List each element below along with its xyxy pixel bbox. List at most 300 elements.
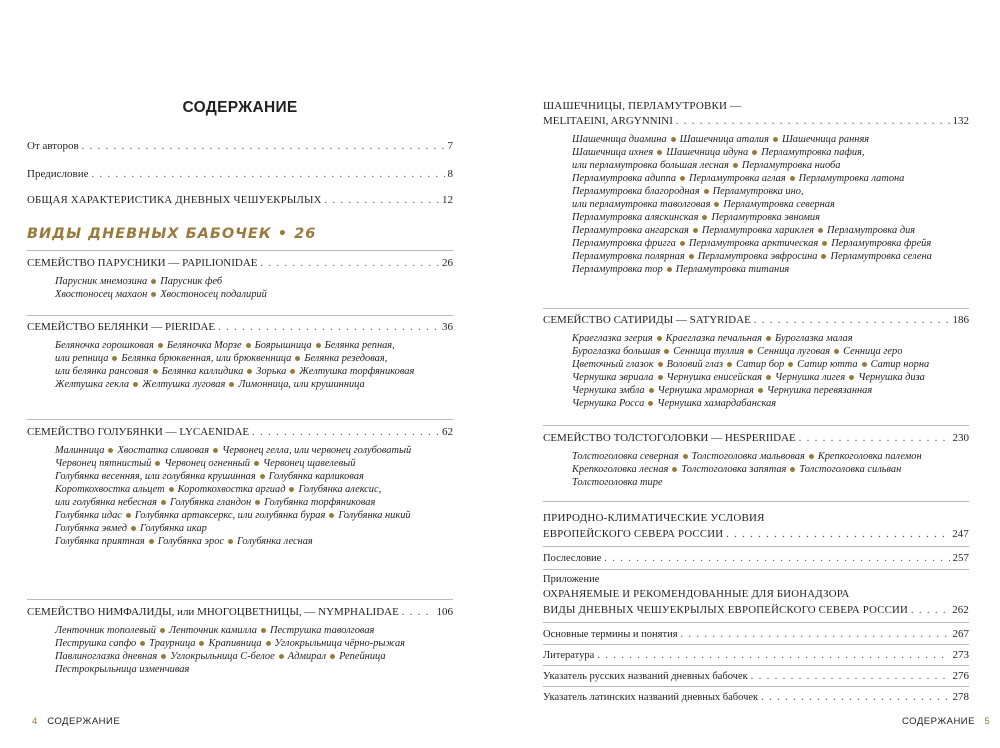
bullet-dot	[112, 356, 117, 361]
species-name[interactable]: Хвостатка сливовая	[117, 445, 210, 456]
species-name[interactable]: Чернушка хамардабанская	[657, 398, 777, 409]
page-footer	[902, 716, 990, 727]
species-line	[572, 146, 932, 159]
bullet-dot	[247, 369, 252, 374]
species-name[interactable]: Чернушка диза	[858, 372, 925, 383]
species-name[interactable]: Пеструшка сапфо	[55, 638, 137, 649]
species-name[interactable]: Голубянка икар	[140, 523, 207, 534]
species-name[interactable]: Пеструшка таволговая	[270, 625, 375, 636]
species-name[interactable]: Перламутровка титания	[675, 264, 790, 275]
bullet-dot	[702, 215, 707, 220]
toc-entry-authors[interactable]	[27, 139, 453, 154]
species-line	[55, 483, 411, 496]
bullet-dot	[649, 388, 654, 393]
species-name[interactable]: или перламутровка таволговая	[572, 199, 711, 210]
family-label: СЕМЕЙСТВО ТОЛСТОГОЛОВКИ — HESPERIIDAE	[543, 432, 796, 444]
species-name[interactable]: Краеглазка печальная	[665, 333, 762, 344]
bullet-dot	[199, 641, 204, 646]
bullet-dot	[279, 654, 284, 659]
species-name[interactable]: Перламутровка адиппа	[572, 173, 677, 184]
family-label: СЕМЕЙСТВО БЕЛЯНКИ — PIERIDAE	[27, 321, 216, 333]
bullet-dot	[664, 349, 669, 354]
species-line	[55, 378, 414, 391]
bullet-dot	[161, 654, 166, 659]
family-page: 106	[436, 606, 453, 618]
species-name[interactable]: Шашечница аталия	[679, 134, 769, 145]
species-name[interactable]: Беляночка Морзе	[166, 340, 242, 351]
family-page: 230	[952, 432, 969, 444]
climate-line1: ПРИРОДНО-КЛИМАТИЧЕСКИЕ УСЛОВИЯ	[543, 512, 765, 524]
species-name[interactable]: Желтушка торфяниковая	[299, 366, 415, 377]
toc-entry-terms[interactable]	[543, 627, 969, 642]
bullet-dot	[766, 375, 771, 380]
species-name[interactable]: Перламутровка латона	[798, 173, 905, 184]
species-name[interactable]: или перламутровка большая лесная	[572, 160, 729, 171]
bullet-dot	[788, 362, 793, 367]
species-name[interactable]: Перламутровка арктическая	[688, 238, 819, 249]
species-name[interactable]: Перламутровка аглая	[689, 173, 786, 184]
species-name[interactable]: Перламутровка благородная	[572, 186, 700, 197]
species-name[interactable]: Толстоголовка мальвовая	[691, 451, 805, 462]
section-label: ВИДЫ ДНЕВНЫХ БАБОЧЕК	[27, 226, 272, 242]
species-list	[572, 133, 932, 276]
species-name[interactable]: Перламутровка пафия,	[761, 147, 865, 158]
leader-dots	[754, 314, 950, 328]
family-pieridae[interactable]	[27, 320, 453, 335]
species-line	[55, 365, 414, 378]
leader-dots	[751, 670, 950, 684]
toc-label: От авторов	[27, 140, 79, 152]
species-name[interactable]: Перламутровка фригга	[572, 238, 676, 249]
species-name[interactable]: или белянка рансовая	[55, 366, 149, 377]
bullet-dot	[133, 382, 138, 387]
footer-label: СОДЕРЖАНИЕ	[902, 716, 975, 727]
species-name[interactable]: Траурница	[149, 638, 196, 649]
family-label: СЕМЕЙСТВО САТИРИДЫ — SATYRIDAE	[543, 314, 751, 326]
species-name[interactable]: Чернушка эвриала	[572, 372, 654, 383]
species-name[interactable]: Короткохвостка альцет	[55, 484, 165, 495]
bullet-dot	[151, 292, 156, 297]
toc-entry-general[interactable]	[27, 193, 453, 208]
bullet-dot	[766, 336, 771, 341]
species-name[interactable]: Сенница туллия	[673, 346, 745, 357]
species-list	[55, 275, 267, 301]
leader-dots	[252, 426, 439, 440]
bullet-dot	[151, 279, 156, 284]
divider	[543, 569, 969, 570]
species-name[interactable]: Цветочный глазок	[572, 359, 654, 370]
bullet-dot	[672, 467, 677, 472]
species-name[interactable]: Лимонница, или крушинница	[238, 379, 365, 390]
species-name[interactable]: Боярышница	[254, 340, 312, 351]
family-lycaenidae[interactable]	[27, 425, 453, 440]
species-name[interactable]: Голубянка весенняя, или голубянка крушинная	[55, 471, 256, 482]
divider	[543, 644, 969, 645]
bullet-dot	[822, 241, 827, 246]
species-name[interactable]: Голубянка артаксеркс, или голубянка бурая	[134, 510, 326, 521]
page-title: СОДЕРЖАНИЕ	[182, 99, 298, 116]
bullet-dot	[161, 500, 166, 505]
species-name[interactable]: Червонец щавелевый	[262, 458, 356, 469]
divider	[27, 315, 453, 316]
species-name[interactable]: Сатир бор	[736, 359, 785, 370]
species-name[interactable]: Голубянка лесная	[237, 536, 313, 547]
species-name[interactable]: Крепкоголовка палемон	[817, 451, 922, 462]
species-name[interactable]: Чернушка мраморная	[657, 385, 754, 396]
species-name[interactable]: Чернушка лигея	[774, 372, 846, 383]
species-line	[572, 211, 932, 224]
bullet-dot	[818, 228, 823, 233]
bullet-dot	[809, 454, 814, 459]
species-name[interactable]: Шашечница диамина	[572, 134, 667, 145]
species-name[interactable]: Перламутровка эвфросина	[697, 251, 818, 262]
bullet-dot	[680, 241, 685, 246]
bullet-dot	[834, 349, 839, 354]
toc-label: ВИДЫ ДНЕВНЫХ ЧЕШУЕКРЫЛЫХ ЕВРОПЕЙСКОГО СЕВЕРА РОССИИ	[543, 604, 909, 616]
bullet-dot	[658, 375, 663, 380]
bullet-dot	[213, 448, 218, 453]
species-name[interactable]: Желтушка гекла	[55, 379, 130, 390]
species-line	[572, 450, 922, 463]
species-name[interactable]: Краеглазка эгерия	[572, 333, 653, 344]
species-line	[572, 397, 929, 410]
toc-page: 7	[447, 140, 453, 152]
bullet-dot	[140, 641, 145, 646]
species-line	[55, 535, 411, 548]
species-name[interactable]: Крапивница	[208, 638, 262, 649]
bullet-dot	[657, 336, 662, 341]
species-line	[55, 288, 267, 301]
species-name[interactable]: Ленточник камилла	[168, 625, 257, 636]
species-name[interactable]: Чернушка перевязанная	[766, 385, 873, 396]
family-label: СЕМЕЙСТВО ГОЛУБЯНКИ — LYCAENIDAE	[27, 426, 250, 438]
bullet-dot	[266, 641, 271, 646]
species-name[interactable]: Белянка репная,	[324, 340, 395, 351]
toc-page: 8	[447, 168, 453, 180]
species-name[interactable]: или голубянка небесная	[55, 497, 157, 508]
family-papilionidae[interactable]	[27, 256, 453, 271]
bullet-dot	[316, 343, 321, 348]
species-line	[55, 457, 411, 470]
species-name[interactable]: Хвостоносец махаон	[55, 289, 148, 300]
toc-entry-preface[interactable]	[27, 167, 453, 182]
bullet-dot	[758, 388, 763, 393]
species-name[interactable]: Перламутровка фрейя	[831, 238, 932, 249]
species-name[interactable]: Парусник мнемозина	[55, 276, 148, 287]
toc-entry-climate[interactable]	[543, 527, 969, 542]
divider	[543, 622, 969, 623]
bullet-dot	[329, 513, 334, 518]
species-list	[572, 332, 929, 410]
bullet-dot	[131, 526, 136, 531]
species-name[interactable]: Голубянка идас	[55, 510, 122, 521]
species-line	[55, 663, 405, 676]
family-nymphalidae[interactable]	[27, 605, 453, 620]
bullet-dot	[714, 202, 719, 207]
species-name[interactable]: Буроглазка большая	[572, 346, 661, 357]
bullet-dot	[821, 254, 826, 259]
species-name[interactable]: Голубянка алексис,	[298, 484, 382, 495]
species-name[interactable]: Перламутровка северная	[723, 199, 835, 210]
species-name[interactable]: Шашечница идуна	[666, 147, 749, 158]
species-line	[572, 463, 922, 476]
species-name[interactable]: Адмирал	[287, 651, 327, 662]
bullet-dot	[153, 369, 158, 374]
toc-page: 273	[952, 649, 969, 661]
species-name[interactable]: Голубянка эвмед	[55, 523, 127, 534]
family-hesperiidae[interactable]	[543, 431, 969, 446]
bullet-dot	[773, 137, 778, 142]
bullet-dot	[683, 454, 688, 459]
species-line	[55, 624, 405, 637]
species-line	[55, 496, 411, 509]
species-name[interactable]: Голубянка никий	[338, 510, 411, 521]
toc-entry-index-ru[interactable]	[543, 669, 969, 684]
species-name[interactable]: Перламутровка ниоба	[741, 160, 841, 171]
species-name[interactable]: Парусник феб	[160, 276, 223, 287]
bullet-dot	[246, 343, 251, 348]
species-line	[572, 198, 932, 211]
species-name[interactable]: Сатир норна	[870, 359, 930, 370]
toc-entry-appendix[interactable]	[543, 603, 969, 618]
toc-entry-index-lat[interactable]	[543, 690, 969, 705]
species-name[interactable]: Хвостоносец подалирий	[160, 289, 267, 300]
species-line	[572, 250, 932, 263]
bullet-dot	[849, 375, 854, 380]
leader-dots	[260, 257, 439, 271]
species-line	[572, 332, 929, 345]
species-list	[55, 624, 405, 676]
species-name[interactable]: Толстоголовка северная	[572, 451, 679, 462]
species-line	[572, 263, 932, 276]
toc-label: ОБЩАЯ ХАРАКТЕРИСТИКА ДНЕВНЫХ ЧЕШУЕКРЫЛЫХ	[27, 194, 322, 206]
species-name[interactable]: Сатир ютта	[797, 359, 858, 370]
species-name[interactable]: Сенница луговая	[757, 346, 831, 357]
species-name[interactable]: Белянка каллидика	[161, 366, 244, 377]
species-line	[572, 237, 932, 250]
family-satyridae[interactable]	[543, 313, 969, 328]
bullet-dot	[790, 467, 795, 472]
species-name[interactable]: Толстоголовка сильван	[799, 464, 902, 475]
divider	[543, 665, 969, 666]
species-line	[55, 352, 414, 365]
leader-dots	[82, 140, 445, 154]
species-name[interactable]: Сенница геро	[843, 346, 903, 357]
species-name[interactable]: Червонец гелла, или червонец голубоватый	[222, 445, 412, 456]
toc-entry-afterword[interactable]	[543, 551, 969, 566]
species-list	[55, 444, 411, 548]
species-name[interactable]: Червонец пятнистый	[55, 458, 152, 469]
leader-dots	[597, 649, 949, 663]
species-name[interactable]: Пестрокрыльница изменчивая	[55, 664, 190, 675]
species-name[interactable]: Перламутровка эвномия	[711, 212, 820, 223]
leader-dots	[726, 528, 949, 542]
toc-page: 278	[952, 691, 969, 703]
species-name[interactable]: или репница	[55, 353, 109, 364]
divider	[543, 686, 969, 687]
family-page: 36	[442, 321, 453, 333]
species-name[interactable]: Воловий глаз	[666, 359, 724, 370]
divider	[27, 250, 453, 251]
toc-page: 276	[952, 670, 969, 682]
bullet-dot	[260, 474, 265, 479]
species-name[interactable]: Буроглазка малая	[774, 333, 853, 344]
bullet-dot	[229, 382, 234, 387]
species-line	[55, 339, 414, 352]
bullet-dot	[228, 539, 233, 544]
toc-page: 267	[952, 628, 969, 640]
bullet-dot	[748, 349, 753, 354]
species-line	[55, 275, 267, 288]
bullet-dot	[330, 654, 335, 659]
right-page	[500, 0, 1000, 748]
footer-page-number: 4	[32, 716, 38, 727]
species-name[interactable]: Перламутровка ангарская	[572, 225, 689, 236]
species-line	[55, 444, 411, 457]
species-name[interactable]: Чернушка енисейская	[666, 372, 762, 383]
leader-dots	[218, 321, 439, 335]
species-name[interactable]: Голубянка карликовая	[268, 471, 364, 482]
appendix-line1: ОХРАНЯЕМЫЕ И РЕКОМЕНДОВАННЫЕ ДЛЯ БИОНАДЗОРА	[543, 588, 850, 600]
toc-page: 257	[952, 552, 969, 564]
species-name[interactable]: Чернушка Росса	[572, 398, 645, 409]
species-line	[55, 637, 405, 650]
toc-page: 12	[442, 194, 453, 206]
species-name[interactable]: Перламутровка тор	[572, 264, 663, 275]
species-name[interactable]: Чернушка эмбла	[572, 385, 645, 396]
bullet-dot	[790, 176, 795, 181]
footer-label: СОДЕРЖАНИЕ	[47, 716, 121, 727]
bullet-dot	[126, 513, 131, 518]
species-name[interactable]: Желтушка луговая	[142, 379, 226, 390]
species-name[interactable]: Белянка резедовая,	[304, 353, 388, 364]
toc-label: Предисловие	[27, 168, 89, 180]
bullet-dot	[704, 189, 709, 194]
species-name[interactable]: Углокрыльница С-белое	[170, 651, 275, 662]
bullet-dot: •	[277, 226, 289, 242]
bullet-dot	[680, 176, 685, 181]
species-list	[55, 339, 414, 391]
bullet-dot	[149, 539, 154, 544]
species-name[interactable]: Перламутровка селена	[830, 251, 932, 262]
family-page: 186	[952, 314, 969, 326]
bullet-dot	[693, 228, 698, 233]
bullet-dot	[169, 487, 174, 492]
species-line	[572, 172, 932, 185]
species-name[interactable]: Короткохвостка аргиад	[177, 484, 286, 495]
bullet-dot	[160, 628, 165, 633]
species-name[interactable]: Перламутровка дия	[827, 225, 916, 236]
species-line	[572, 358, 929, 371]
species-name[interactable]: Перламутровка ино,	[712, 186, 804, 197]
species-name[interactable]: Перламутровка аляскинская	[572, 212, 699, 223]
species-name[interactable]: Голубянка приятная	[55, 536, 145, 547]
bullet-dot	[255, 500, 260, 505]
species-line	[55, 650, 405, 663]
species-line	[55, 522, 411, 535]
bullet-dot	[254, 461, 259, 466]
species-line	[572, 371, 929, 384]
species-line	[572, 159, 932, 172]
leader-dots	[92, 168, 445, 182]
section-heading[interactable]	[27, 226, 316, 242]
leader-dots	[325, 194, 439, 208]
species-line	[572, 185, 932, 198]
toc-label: Указатель русских названий дневных бабочек	[543, 671, 748, 682]
bullet-dot	[671, 137, 676, 142]
divider	[27, 419, 453, 420]
species-name[interactable]: Шашечница ихнея	[572, 147, 654, 158]
species-name[interactable]: Перламутровка хариклея	[701, 225, 815, 236]
species-line	[572, 476, 922, 489]
section-page: 26	[294, 226, 317, 242]
bullet-dot	[290, 369, 295, 374]
toc-label: Послесловие	[543, 553, 602, 564]
page-footer	[32, 716, 120, 727]
bullet-dot	[727, 362, 732, 367]
species-name[interactable]: Голубянка торфяниковая	[264, 497, 376, 508]
species-line	[55, 470, 411, 483]
species-name[interactable]: Ленточник тополевый	[55, 625, 156, 636]
divider	[27, 599, 453, 600]
species-name[interactable]: Крепкоголовка лесная	[572, 464, 669, 475]
bullet-dot	[667, 267, 672, 272]
species-name[interactable]: Беляночка горошковая	[55, 340, 154, 351]
toc-label: Литература	[543, 650, 595, 661]
family-melitaeini[interactable]	[543, 114, 969, 129]
species-list	[572, 450, 922, 489]
species-line	[55, 509, 411, 522]
leader-dots	[402, 606, 434, 620]
appendix-label: Приложение	[543, 574, 600, 585]
species-name[interactable]: Зорька	[256, 366, 287, 377]
species-name[interactable]: Голубянка эрос	[157, 536, 225, 547]
species-name[interactable]: Репейница	[339, 651, 386, 662]
footer-page-number: 5	[984, 716, 991, 727]
bullet-dot	[648, 401, 653, 406]
bullet-dot	[295, 356, 300, 361]
species-name[interactable]: Червонец огненный	[164, 458, 250, 469]
bullet-dot	[108, 448, 113, 453]
bullet-dot	[658, 362, 663, 367]
leader-dots	[676, 115, 950, 129]
species-name[interactable]: Перламутровка полярная	[572, 251, 685, 262]
leader-dots	[604, 552, 949, 566]
species-name[interactable]: Павлиноглазка дневная	[55, 651, 158, 662]
toc-label: Основные термины и понятия	[543, 629, 678, 640]
bullet-dot	[689, 254, 694, 259]
family-page: 26	[442, 257, 453, 269]
leader-dots	[799, 432, 950, 446]
species-name[interactable]: Толстоголовка запятая	[681, 464, 787, 475]
species-name[interactable]: Голубянка гландон	[169, 497, 252, 508]
family-label: СЕМЕЙСТВО ПАРУСНИКИ — PAPILIONIDAE	[27, 257, 258, 269]
species-line	[572, 133, 932, 146]
toc-entry-literature[interactable]	[543, 648, 969, 663]
bullet-dot	[862, 362, 867, 367]
leader-dots	[911, 604, 949, 618]
species-name[interactable]: Малинница	[55, 445, 105, 456]
species-name[interactable]: Углокрыльница чёрно-рыжая	[274, 638, 405, 649]
family-label: MELITAEINI, ARGYNNINI	[543, 115, 673, 127]
bullet-dot	[289, 487, 294, 492]
divider	[543, 308, 969, 309]
divider	[543, 425, 969, 426]
species-name[interactable]: Толстоголовка тире	[572, 477, 663, 488]
species-name[interactable]: Шашечница ранняя	[781, 134, 870, 145]
species-line	[572, 224, 932, 237]
species-name[interactable]: Белянка брюквенная, или брюквенница	[121, 353, 292, 364]
